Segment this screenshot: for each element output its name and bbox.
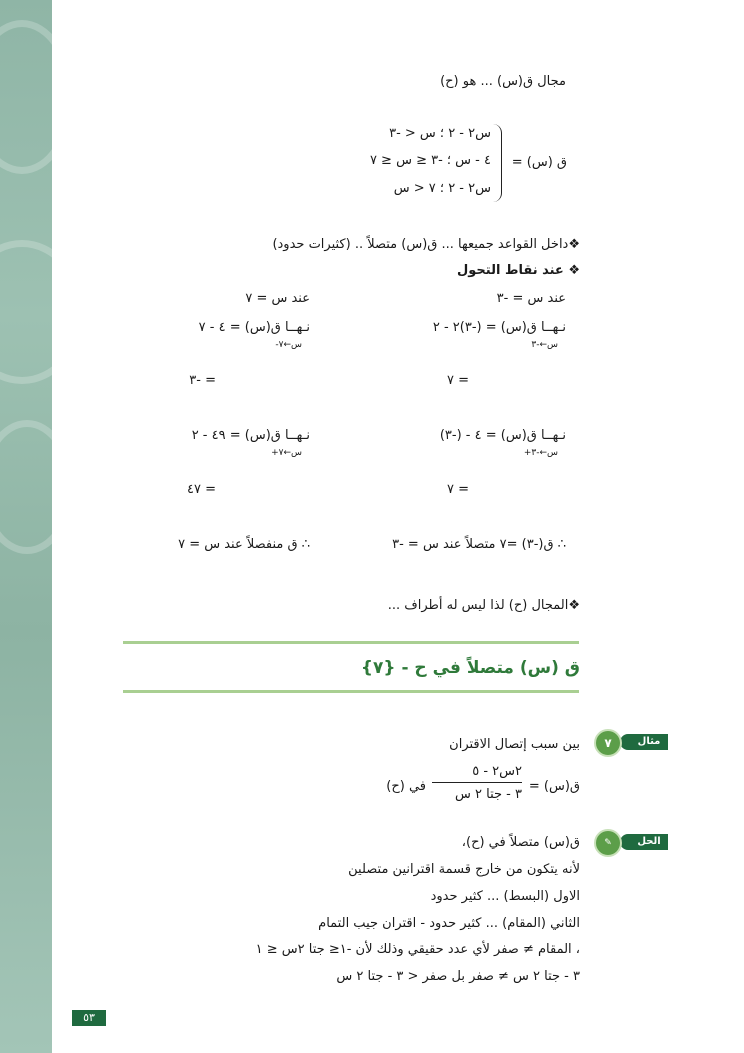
piece-2: ٤ - س ؛ -٣ ≤ س ≤ ٧ [369, 153, 491, 168]
function-domain: في (ح) [386, 779, 426, 794]
page-number: ٥٣ [72, 1010, 106, 1026]
solution-icon: ✎ [594, 829, 622, 857]
solution-line-3: الاول (البسط) ... كثير حدود [430, 889, 580, 904]
decor-ring [0, 240, 52, 384]
domain-text: مجال ق(س) ... هو (ح) [440, 74, 566, 89]
left-limit-1: نـهــا ق(س) = ٤ - ٧ [198, 320, 310, 335]
right-result-1: = ٧ [446, 373, 469, 388]
left-result-2: = ٤٧ [187, 482, 216, 497]
fraction-numerator: ٢س٢ - ٥ [472, 764, 522, 779]
solution-line-5: ، المقام ≠ صفر لأي عدد حقيقي وذلك لأن -١≤ جتا ٢س ≤ ١ [255, 942, 580, 957]
bullet-turning-points: ❖ عند نقاط التحول [457, 263, 580, 278]
left-limit-2: نـهــا ق(س) = ٤٩ - ٢ [191, 428, 310, 443]
continuity-heading: ق (س) متصلاً في ح - {٧} [360, 658, 580, 678]
left-conclusion: ∴ ق منفصلاً عند س = ٧ [178, 537, 310, 552]
decor-ring [0, 420, 52, 554]
solution-line-4: الثاني (المقام) ... كثير حدود - اقتران جيب التمام [318, 916, 580, 931]
right-limit-1-sub: س←-٣ [531, 340, 558, 350]
solution-line-6: ٣ - جتا ٢ س ≠ صفر بل صفر < ٣ - جتا ٢ س [336, 969, 580, 984]
example-badge: مثال [620, 734, 668, 750]
right-limit-2-sub: س←-٣+ [523, 448, 558, 458]
heading-rule-bottom [123, 690, 579, 693]
left-limit-2-sub: س←٧+ [271, 448, 302, 458]
decor-ring [0, 20, 52, 174]
bullet-domain-no-ends: ❖المجال (ح) لذا ليس له أطراف ... [387, 598, 580, 613]
right-limit-1: نـهــا ق(س) = (-٣)٢ - ٢ [432, 320, 566, 335]
left-result-1: = -٣ [189, 373, 216, 388]
left-limit-1-sub: س←٧- [275, 340, 302, 350]
fraction-bar [432, 782, 522, 783]
right-col-head: عند س = -٣ [496, 291, 566, 306]
right-conclusion: ∴ ق(-٣) =٧ متصلاً عند س = -٣ [392, 537, 566, 552]
example-prompt: بين سبب إتصال الاقتران [449, 737, 580, 752]
solution-line-1: ق(س) متصلاً في (ح)، [461, 835, 580, 850]
decorative-sidebar [0, 0, 52, 1053]
left-col-head: عند س = ٧ [245, 291, 310, 306]
piecewise-brace [493, 124, 502, 202]
piece-3: س٢ - ٢ ؛ ٧ < س [393, 181, 491, 196]
solution-line-2: لأنه يتكون من خارج قسمة اقترانين متصلين [348, 862, 580, 877]
right-result-2: = ٧ [446, 482, 469, 497]
right-limit-2: نـهــا ق(س) = ٤ - (-٣) [439, 428, 566, 443]
piece-1: س٢ - ٢ ؛ س < -٣ [389, 126, 491, 141]
piecewise-label: ق (س) = [511, 155, 567, 170]
function-label: ق(س) = [528, 779, 580, 794]
fraction-denominator: ٣ - جتا ٢ س [455, 787, 522, 802]
example-number-circle: ٧ [594, 729, 622, 757]
heading-rule-top [123, 641, 579, 644]
solution-badge: الحل [620, 834, 668, 850]
bullet-continuous-rules: ❖داخل القواعد جميعها ... ق(س) متصلاً .. (كثيرات حدود) [272, 237, 580, 252]
